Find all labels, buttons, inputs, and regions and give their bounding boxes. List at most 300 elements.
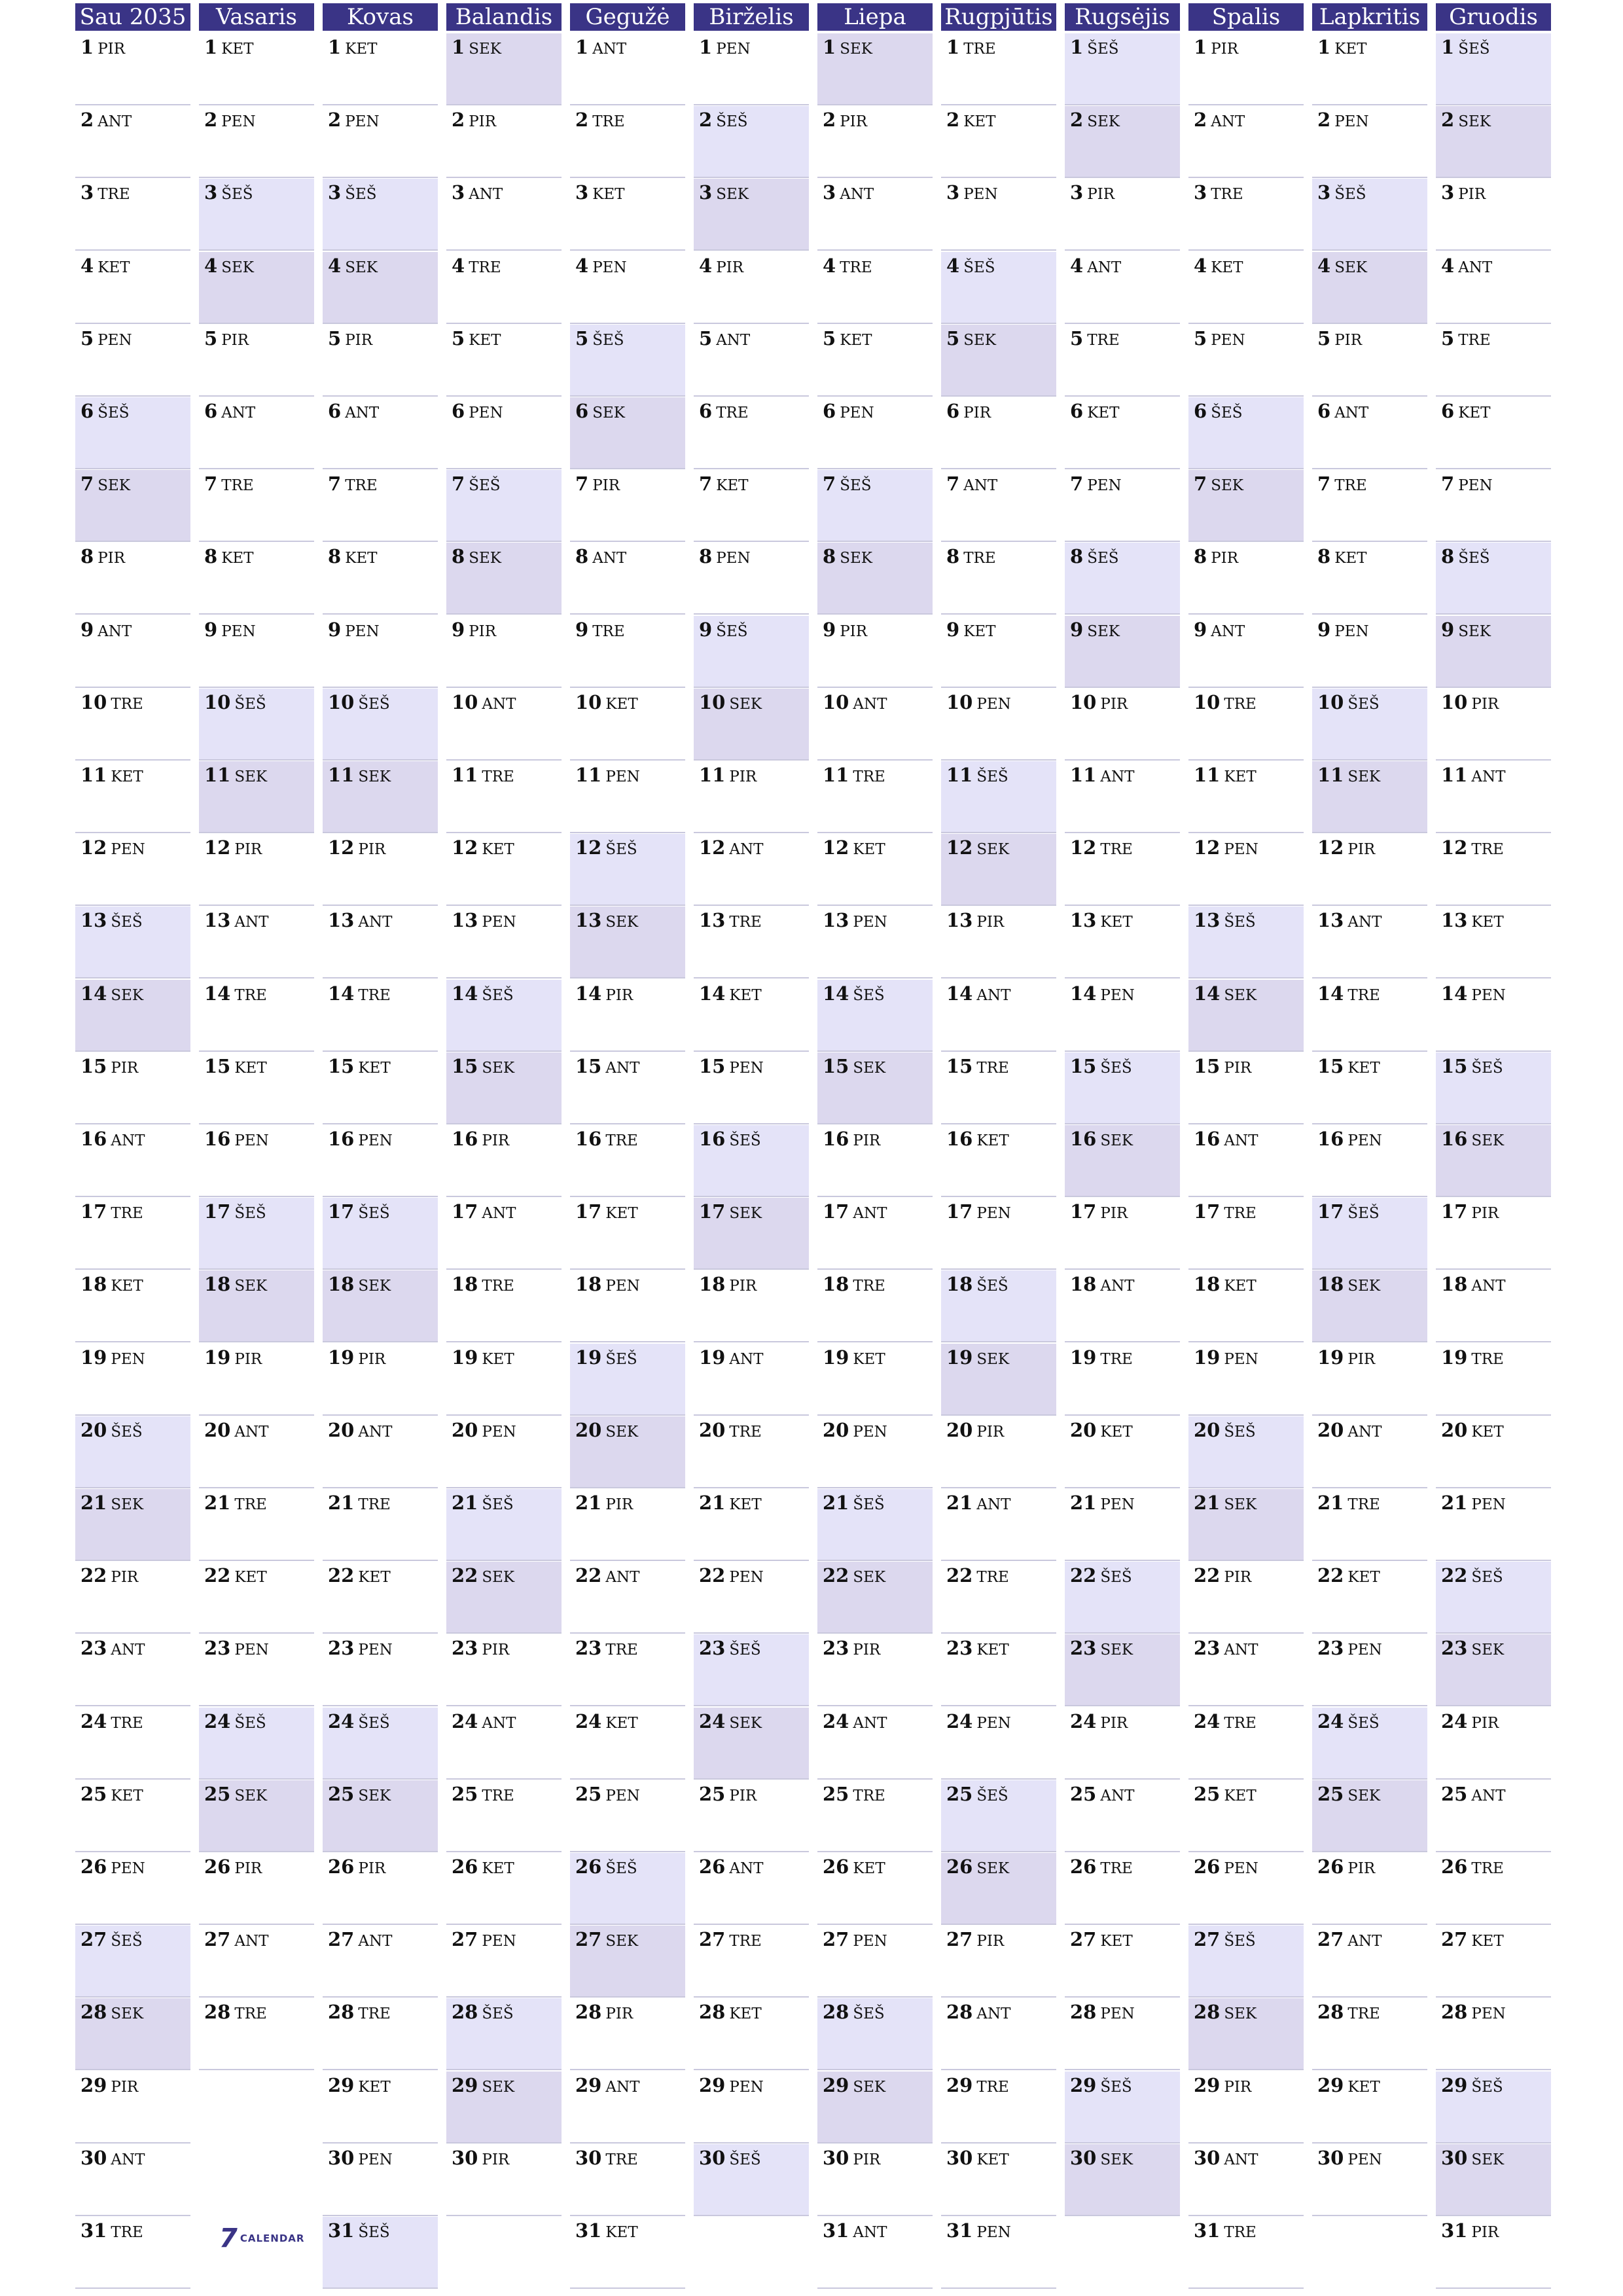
- day-cell[interactable]: [1065, 1634, 1180, 1706]
- day-cell[interactable]: [941, 179, 1056, 251]
- day-cell[interactable]: [1436, 1125, 1551, 1197]
- day-cell[interactable]: [1065, 1052, 1180, 1124]
- day-cell[interactable]: [1436, 1708, 1551, 1780]
- day-cell[interactable]: [817, 834, 933, 906]
- day-cell[interactable]: [941, 980, 1056, 1052]
- day-cell[interactable]: [446, 1780, 562, 1852]
- day-cell[interactable]: [817, 1198, 933, 1270]
- day-cell[interactable]: [941, 106, 1056, 178]
- day-cell[interactable]: [1188, 179, 1304, 251]
- day-cell[interactable]: [694, 1634, 809, 1706]
- day-cell[interactable]: [694, 1270, 809, 1342]
- day-cell[interactable]: [694, 1052, 809, 1124]
- day-cell[interactable]: [1436, 1562, 1551, 1634]
- day-cell[interactable]: [199, 397, 314, 469]
- day-cell[interactable]: [817, 1926, 933, 1998]
- day-cell[interactable]: [323, 980, 438, 1052]
- day-cell[interactable]: [75, 1125, 190, 1197]
- day-cell[interactable]: [941, 1998, 1056, 2070]
- day-cell[interactable]: [570, 616, 685, 688]
- day-cell[interactable]: [1312, 1270, 1427, 1342]
- day-cell[interactable]: [1065, 1926, 1180, 1998]
- day-cell[interactable]: [817, 1562, 933, 1634]
- day-cell[interactable]: [1436, 906, 1551, 978]
- day-cell[interactable]: [817, 252, 933, 324]
- day-cell[interactable]: [1188, 1125, 1304, 1197]
- day-cell[interactable]: [941, 470, 1056, 542]
- day-cell[interactable]: [1065, 106, 1180, 178]
- day-cell[interactable]: [694, 616, 809, 688]
- day-cell[interactable]: [1188, 1198, 1304, 1270]
- day-cell[interactable]: [199, 1416, 314, 1488]
- day-cell[interactable]: [446, 2072, 562, 2144]
- day-cell[interactable]: [817, 616, 933, 688]
- day-cell[interactable]: [941, 616, 1056, 688]
- day-cell[interactable]: [446, 761, 562, 833]
- day-cell[interactable]: [817, 2072, 933, 2144]
- day-cell[interactable]: [1436, 1489, 1551, 1561]
- day-cell[interactable]: [446, 834, 562, 906]
- day-cell[interactable]: [817, 543, 933, 615]
- day-cell[interactable]: [323, 2217, 438, 2289]
- day-cell[interactable]: [1312, 834, 1427, 906]
- day-cell[interactable]: [446, 470, 562, 542]
- day-cell[interactable]: [1065, 252, 1180, 324]
- day-cell[interactable]: [941, 1198, 1056, 1270]
- day-cell[interactable]: [694, 470, 809, 542]
- day-cell[interactable]: [323, 1052, 438, 1124]
- day-cell[interactable]: [1188, 1926, 1304, 1998]
- day-cell[interactable]: [75, 980, 190, 1052]
- day-cell[interactable]: [323, 761, 438, 833]
- day-cell[interactable]: [75, 1489, 190, 1561]
- day-cell[interactable]: [941, 1052, 1056, 1124]
- day-cell[interactable]: [446, 1198, 562, 1270]
- day-cell[interactable]: [199, 834, 314, 906]
- day-cell[interactable]: [694, 106, 809, 178]
- day-cell[interactable]: [941, 33, 1056, 105]
- day-cell[interactable]: [446, 1562, 562, 1634]
- day-cell[interactable]: [817, 397, 933, 469]
- day-cell[interactable]: [1065, 906, 1180, 978]
- day-cell[interactable]: [1188, 1708, 1304, 1780]
- day-cell[interactable]: [199, 906, 314, 978]
- day-cell[interactable]: [199, 543, 314, 615]
- day-cell[interactable]: [817, 689, 933, 761]
- day-cell[interactable]: [75, 1562, 190, 1634]
- day-cell[interactable]: [199, 33, 314, 105]
- day-cell[interactable]: [323, 1416, 438, 1488]
- day-cell[interactable]: [1065, 325, 1180, 397]
- day-cell[interactable]: [694, 2072, 809, 2144]
- day-cell[interactable]: [1436, 689, 1551, 761]
- day-cell[interactable]: [1436, 1344, 1551, 1416]
- day-cell[interactable]: [694, 252, 809, 324]
- day-cell[interactable]: [817, 2144, 933, 2216]
- day-cell[interactable]: [75, 1052, 190, 1124]
- day-cell[interactable]: [199, 106, 314, 178]
- day-cell[interactable]: [1188, 1344, 1304, 1416]
- day-cell[interactable]: [1188, 2072, 1304, 2144]
- day-cell[interactable]: [817, 2217, 933, 2289]
- day-cell[interactable]: [1312, 179, 1427, 251]
- day-cell[interactable]: [1065, 1270, 1180, 1342]
- day-cell[interactable]: [1188, 1270, 1304, 1342]
- day-cell[interactable]: [694, 325, 809, 397]
- day-cell[interactable]: [1312, 689, 1427, 761]
- day-cell[interactable]: [941, 2072, 1056, 2144]
- day-cell[interactable]: [570, 397, 685, 469]
- day-cell[interactable]: [570, 1125, 685, 1197]
- day-cell[interactable]: [1188, 1998, 1304, 2070]
- day-cell[interactable]: [570, 543, 685, 615]
- day-cell[interactable]: [694, 906, 809, 978]
- day-cell[interactable]: [1312, 1780, 1427, 1852]
- day-cell[interactable]: [1436, 2217, 1551, 2289]
- day-cell[interactable]: [694, 1489, 809, 1561]
- day-cell[interactable]: [694, 1708, 809, 1780]
- day-cell[interactable]: [1188, 470, 1304, 542]
- day-cell[interactable]: [75, 1634, 190, 1706]
- day-cell[interactable]: [1436, 33, 1551, 105]
- day-cell[interactable]: [199, 761, 314, 833]
- day-cell[interactable]: [446, 1344, 562, 1416]
- day-cell[interactable]: [323, 2072, 438, 2144]
- day-cell[interactable]: [570, 1998, 685, 2070]
- day-cell[interactable]: [570, 179, 685, 251]
- day-cell[interactable]: [570, 1708, 685, 1780]
- day-cell[interactable]: [1065, 397, 1180, 469]
- day-cell[interactable]: [941, 1708, 1056, 1780]
- day-cell[interactable]: [446, 980, 562, 1052]
- day-cell[interactable]: [199, 616, 314, 688]
- day-cell[interactable]: [1065, 179, 1180, 251]
- day-cell[interactable]: [446, 179, 562, 251]
- day-cell[interactable]: [199, 1634, 314, 1706]
- day-cell[interactable]: [941, 1489, 1056, 1561]
- day-cell[interactable]: [1065, 1780, 1180, 1852]
- day-cell[interactable]: [941, 543, 1056, 615]
- day-cell[interactable]: [570, 252, 685, 324]
- day-cell[interactable]: [446, 543, 562, 615]
- day-cell[interactable]: [1312, 252, 1427, 324]
- day-cell[interactable]: [1436, 543, 1551, 615]
- day-cell[interactable]: [570, 470, 685, 542]
- day-cell[interactable]: [1312, 761, 1427, 833]
- day-cell[interactable]: [694, 980, 809, 1052]
- day-cell[interactable]: [941, 906, 1056, 978]
- day-cell[interactable]: [323, 1489, 438, 1561]
- day-cell[interactable]: [941, 1853, 1056, 1925]
- day-cell[interactable]: [446, 252, 562, 324]
- day-cell[interactable]: [817, 1634, 933, 1706]
- day-cell[interactable]: [1188, 689, 1304, 761]
- day-cell[interactable]: [323, 1853, 438, 1925]
- day-cell[interactable]: [1436, 2144, 1551, 2216]
- day-cell[interactable]: [75, 1998, 190, 2070]
- day-cell[interactable]: [694, 33, 809, 105]
- day-cell[interactable]: [694, 179, 809, 251]
- day-cell[interactable]: [1312, 2144, 1427, 2216]
- day-cell[interactable]: [446, 1998, 562, 2070]
- day-cell[interactable]: [446, 1125, 562, 1197]
- day-cell[interactable]: [1312, 1708, 1427, 1780]
- day-cell[interactable]: [199, 980, 314, 1052]
- day-cell[interactable]: [1065, 980, 1180, 1052]
- day-cell[interactable]: [1312, 1125, 1427, 1197]
- day-cell[interactable]: [1065, 2144, 1180, 2216]
- day-cell[interactable]: [1188, 325, 1304, 397]
- day-cell[interactable]: [446, 1853, 562, 1925]
- day-cell[interactable]: [1188, 33, 1304, 105]
- day-cell[interactable]: [323, 1270, 438, 1342]
- day-cell[interactable]: [570, 906, 685, 978]
- day-cell[interactable]: [323, 1780, 438, 1852]
- day-cell[interactable]: [1065, 1416, 1180, 1488]
- day-cell[interactable]: [694, 834, 809, 906]
- day-cell[interactable]: [694, 1416, 809, 1488]
- day-cell[interactable]: [1436, 1052, 1551, 1124]
- day-cell[interactable]: [75, 325, 190, 397]
- day-cell[interactable]: [570, 980, 685, 1052]
- day-cell[interactable]: [323, 1998, 438, 2070]
- day-cell[interactable]: [694, 1125, 809, 1197]
- day-cell[interactable]: [199, 1270, 314, 1342]
- day-cell[interactable]: [941, 1125, 1056, 1197]
- day-cell[interactable]: [570, 1562, 685, 1634]
- day-cell[interactable]: [1065, 834, 1180, 906]
- day-cell[interactable]: [570, 33, 685, 105]
- day-cell[interactable]: [1065, 1708, 1180, 1780]
- day-cell[interactable]: [1436, 1416, 1551, 1488]
- day-cell[interactable]: [570, 1270, 685, 1342]
- day-cell[interactable]: [694, 543, 809, 615]
- day-cell[interactable]: [570, 1489, 685, 1561]
- day-cell[interactable]: [817, 1052, 933, 1124]
- day-cell[interactable]: [199, 1708, 314, 1780]
- day-cell[interactable]: [1065, 689, 1180, 761]
- day-cell[interactable]: [1312, 543, 1427, 615]
- day-cell[interactable]: [1312, 1198, 1427, 1270]
- day-cell[interactable]: [1436, 1198, 1551, 1270]
- day-cell[interactable]: [446, 1052, 562, 1124]
- day-cell[interactable]: [1436, 761, 1551, 833]
- day-cell[interactable]: [323, 1926, 438, 1998]
- day-cell[interactable]: [75, 33, 190, 105]
- day-cell[interactable]: [446, 1926, 562, 1998]
- day-cell[interactable]: [941, 2144, 1056, 2216]
- day-cell[interactable]: [1436, 106, 1551, 178]
- day-cell[interactable]: [1436, 1270, 1551, 1342]
- day-cell[interactable]: [446, 616, 562, 688]
- day-cell[interactable]: [75, 616, 190, 688]
- day-cell[interactable]: [75, 2144, 190, 2216]
- day-cell[interactable]: [817, 1489, 933, 1561]
- day-cell[interactable]: [941, 689, 1056, 761]
- day-cell[interactable]: [817, 106, 933, 178]
- day-cell[interactable]: [446, 325, 562, 397]
- day-cell[interactable]: [199, 1853, 314, 1925]
- day-cell[interactable]: [323, 616, 438, 688]
- day-cell[interactable]: [941, 1562, 1056, 1634]
- day-cell[interactable]: [199, 252, 314, 324]
- day-cell[interactable]: [75, 1926, 190, 1998]
- day-cell[interactable]: [817, 1344, 933, 1416]
- day-cell[interactable]: [75, 179, 190, 251]
- day-cell[interactable]: [75, 834, 190, 906]
- day-cell[interactable]: [199, 689, 314, 761]
- day-cell[interactable]: [1065, 1998, 1180, 2070]
- day-cell[interactable]: [1188, 2217, 1304, 2289]
- day-cell[interactable]: [817, 906, 933, 978]
- day-cell[interactable]: [75, 1853, 190, 1925]
- day-cell[interactable]: [1065, 1344, 1180, 1416]
- day-cell[interactable]: [1188, 1634, 1304, 1706]
- day-cell[interactable]: [1188, 980, 1304, 1052]
- day-cell[interactable]: [1065, 1562, 1180, 1634]
- day-cell[interactable]: [1312, 1489, 1427, 1561]
- day-cell[interactable]: [1065, 1125, 1180, 1197]
- day-cell[interactable]: [1436, 980, 1551, 1052]
- day-cell[interactable]: [75, 1270, 190, 1342]
- day-cell[interactable]: [199, 1562, 314, 1634]
- day-cell[interactable]: [1188, 106, 1304, 178]
- day-cell[interactable]: [570, 834, 685, 906]
- day-cell[interactable]: [694, 689, 809, 761]
- day-cell[interactable]: [570, 1926, 685, 1998]
- day-cell[interactable]: [1312, 33, 1427, 105]
- day-cell[interactable]: [323, 834, 438, 906]
- day-cell[interactable]: [817, 761, 933, 833]
- day-cell[interactable]: [1188, 543, 1304, 615]
- day-cell[interactable]: [323, 179, 438, 251]
- day-cell[interactable]: [323, 1562, 438, 1634]
- day-cell[interactable]: [817, 1708, 933, 1780]
- day-cell[interactable]: [75, 906, 190, 978]
- day-cell[interactable]: [446, 33, 562, 105]
- day-cell[interactable]: [694, 1926, 809, 1998]
- day-cell[interactable]: [817, 179, 933, 251]
- day-cell[interactable]: [694, 1562, 809, 1634]
- day-cell[interactable]: [1312, 1998, 1427, 2070]
- day-cell[interactable]: [1188, 1489, 1304, 1561]
- day-cell[interactable]: [199, 1344, 314, 1416]
- day-cell[interactable]: [570, 761, 685, 833]
- day-cell[interactable]: [1312, 1052, 1427, 1124]
- day-cell[interactable]: [446, 2144, 562, 2216]
- day-cell[interactable]: [75, 252, 190, 324]
- day-cell[interactable]: [941, 325, 1056, 397]
- day-cell[interactable]: [570, 1416, 685, 1488]
- day-cell[interactable]: [323, 906, 438, 978]
- day-cell[interactable]: [1312, 1853, 1427, 1925]
- day-cell[interactable]: [817, 1125, 933, 1197]
- day-cell[interactable]: [817, 980, 933, 1052]
- day-cell[interactable]: [1312, 470, 1427, 542]
- day-cell[interactable]: [570, 2217, 685, 2289]
- day-cell[interactable]: [817, 1780, 933, 1852]
- day-cell[interactable]: [941, 1780, 1056, 1852]
- day-cell[interactable]: [1312, 397, 1427, 469]
- day-cell[interactable]: [1436, 1853, 1551, 1925]
- day-cell[interactable]: [75, 106, 190, 178]
- day-cell[interactable]: [694, 2144, 809, 2216]
- day-cell[interactable]: [75, 543, 190, 615]
- day-cell[interactable]: [323, 252, 438, 324]
- day-cell[interactable]: [1312, 325, 1427, 397]
- day-cell[interactable]: [1188, 1562, 1304, 1634]
- day-cell[interactable]: [75, 1780, 190, 1852]
- day-cell[interactable]: [199, 1998, 314, 2070]
- day-cell[interactable]: [570, 106, 685, 178]
- day-cell[interactable]: [694, 1853, 809, 1925]
- day-cell[interactable]: [199, 325, 314, 397]
- day-cell[interactable]: [1436, 397, 1551, 469]
- day-cell[interactable]: [1188, 1780, 1304, 1852]
- day-cell[interactable]: [694, 397, 809, 469]
- day-cell[interactable]: [1312, 906, 1427, 978]
- day-cell[interactable]: [1188, 1052, 1304, 1124]
- day-cell[interactable]: [1065, 1489, 1180, 1561]
- day-cell[interactable]: [446, 906, 562, 978]
- day-cell[interactable]: [1436, 834, 1551, 906]
- day-cell[interactable]: [323, 1634, 438, 1706]
- day-cell[interactable]: [323, 397, 438, 469]
- day-cell[interactable]: [570, 2144, 685, 2216]
- day-cell[interactable]: [570, 1198, 685, 1270]
- day-cell[interactable]: [1436, 616, 1551, 688]
- day-cell[interactable]: [1436, 325, 1551, 397]
- day-cell[interactable]: [75, 2072, 190, 2144]
- day-cell[interactable]: [446, 689, 562, 761]
- day-cell[interactable]: [1436, 1780, 1551, 1852]
- day-cell[interactable]: [1065, 470, 1180, 542]
- day-cell[interactable]: [199, 470, 314, 542]
- day-cell[interactable]: [817, 1416, 933, 1488]
- day-cell[interactable]: [941, 397, 1056, 469]
- day-cell[interactable]: [941, 834, 1056, 906]
- day-cell[interactable]: [570, 1634, 685, 1706]
- day-cell[interactable]: [817, 325, 933, 397]
- day-cell[interactable]: [323, 1125, 438, 1197]
- day-cell[interactable]: [323, 1198, 438, 1270]
- day-cell[interactable]: [1312, 1344, 1427, 1416]
- day-cell[interactable]: [694, 1998, 809, 2070]
- day-cell[interactable]: [323, 1708, 438, 1780]
- day-cell[interactable]: [941, 1270, 1056, 1342]
- day-cell[interactable]: [446, 1270, 562, 1342]
- day-cell[interactable]: [1436, 1998, 1551, 2070]
- day-cell[interactable]: [1065, 616, 1180, 688]
- day-cell[interactable]: [1065, 543, 1180, 615]
- day-cell[interactable]: [941, 2217, 1056, 2289]
- day-cell[interactable]: [75, 470, 190, 542]
- day-cell[interactable]: [75, 2217, 190, 2289]
- day-cell[interactable]: [1188, 2144, 1304, 2216]
- day-cell[interactable]: [75, 1708, 190, 1780]
- day-cell[interactable]: [323, 543, 438, 615]
- day-cell[interactable]: [446, 1708, 562, 1780]
- day-cell[interactable]: [941, 1344, 1056, 1416]
- day-cell[interactable]: [323, 689, 438, 761]
- day-cell[interactable]: [199, 1780, 314, 1852]
- day-cell[interactable]: [817, 33, 933, 105]
- day-cell[interactable]: [75, 1198, 190, 1270]
- day-cell[interactable]: [446, 1489, 562, 1561]
- day-cell[interactable]: [75, 1344, 190, 1416]
- day-cell[interactable]: [75, 689, 190, 761]
- day-cell[interactable]: [199, 1198, 314, 1270]
